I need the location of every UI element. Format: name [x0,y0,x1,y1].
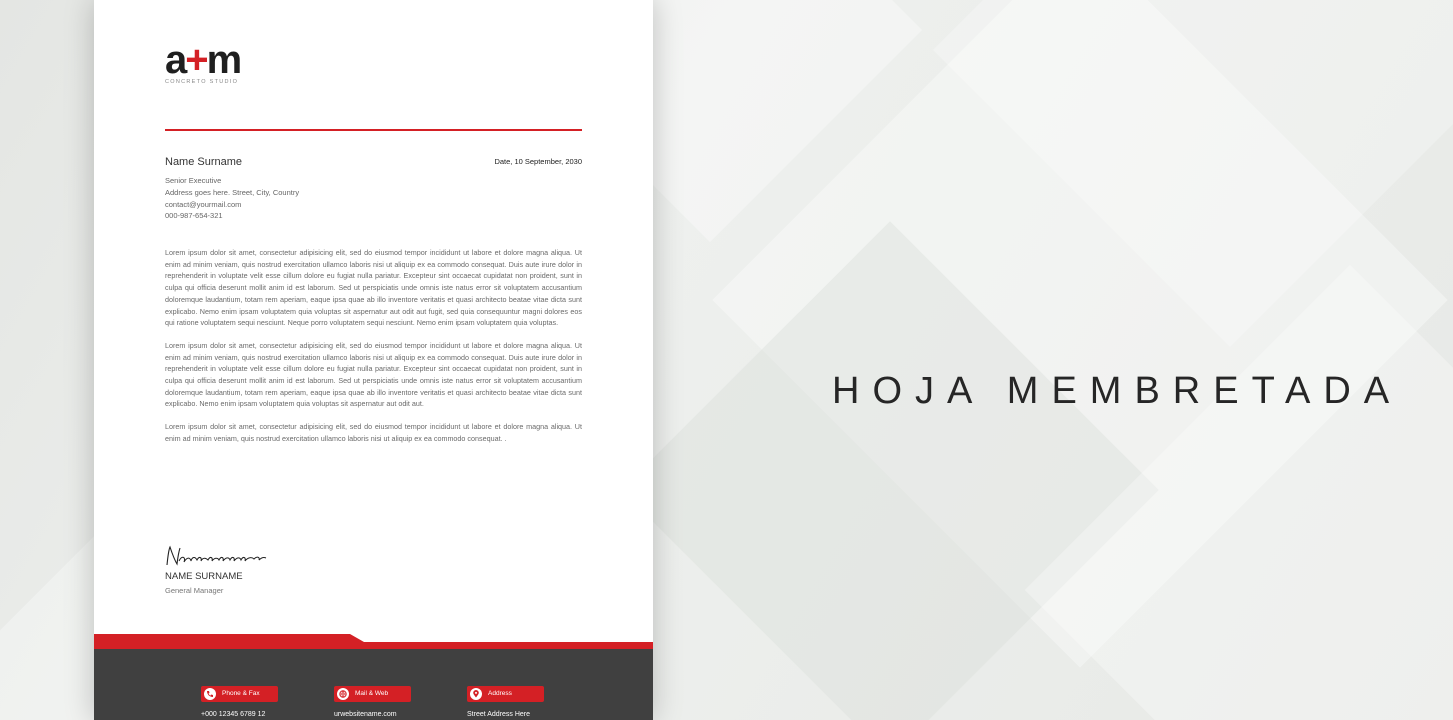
header-divider [165,129,582,131]
body-paragraph: Lorem ipsum dolor sit amet, consectetur adipisicing elit, sed do eiusmod tempor incididunt ut labore et dolore magna aliqua. Ut enim ad minim veniam, quis nostrud exercitation ullamco laboris nisi ut aliquip ex ea commodo consequat. Duis aute irure dolor in reprehenderit in voluptate velit esse cillum dolore eu fugiat nulla pariatur. Excepteur sint occaecat cupidatat non proident, sunt in culpa qui officia deserunt mollit anim id est laborum. Sed ut perspiciatis unde omnis iste natus error sit voluptatem accusantium doloremque laudantium, totam rem aperiam, eaque ipsa quae ab illo inventore veritatis et quasi architecto beatae vitae dicta sunt explicabo. Nemo enim ipsam voluptatem quia voluptas sit aspernatur aut odit aut fugit, sed quia consequuntur magni dolores eos qui ratione voluptatem sequi nesciunt. Neque porro voluptatem sequi nesciunt. Nemo enim ipsam voluptatem quia voluptas. [165,248,582,328]
contact-address [467,686,587,718]
hero-title: HOJA MEMBRETADA [832,370,1403,412]
phone-icon [204,688,216,700]
contact-phone [201,686,321,718]
letter-date: Date, 10 September, 2030 [494,157,582,166]
location-pin-icon [470,688,482,700]
globe-icon [337,688,349,700]
contact-phone-label-pill [201,686,278,702]
handwritten-signature [164,543,284,569]
sender-phone: 000-987-654-321 [165,211,223,221]
signatory-name: NAME SURNAME [165,571,243,582]
company-logo [165,40,255,88]
contact-phone-label: Phone & Fax [222,690,260,697]
contact-web-label: Mail & Web [355,690,389,697]
sender-title: Senior Executive [165,176,222,185]
contact-address-value: Street Address Here [467,711,531,718]
contact-web [334,686,454,718]
contact-web-value: urwebsitename.com [334,711,397,718]
logo-subtitle: CONCRETO STUDIO [165,79,239,85]
body-paragraph: Lorem ipsum dolor sit amet, consectetur adipisicing elit, sed do eiusmod tempor incididunt ut labore et dolore magna aliqua. Ut enim ad minim veniam, quis nostrud exercitation ullamco laboris nisi ut aliquip ex ea commodo consequat. . [165,422,582,443]
letterhead-page [94,0,653,720]
contact-phone-value: +000 12345 6789 12 [201,711,266,718]
contact-web-label-pill [334,686,411,702]
logo-mark: a+m [165,38,241,82]
sender-details [165,175,299,222]
sender-email: contact@yourmail.com [165,199,242,209]
contact-address-label-pill [467,686,544,702]
sender-name: Name Surname [165,156,243,168]
signatory-role: General Manager [165,586,224,595]
sender-address: Address goes here. Street, City, Country [165,187,300,197]
body-paragraph: Lorem ipsum dolor sit amet, consectetur adipisicing elit, sed do eiusmod tempor incididunt ut labore et dolore magna aliqua. Ut enim ad minim veniam, quis nostrud exercitation ullamco laboris nisi ut aliquip ex ea commodo consequat. Duis aute irure dolor in reprehenderit in voluptate velit esse cillum dolore eu fugiat nulla pariatur. Excepteur sint occaecat cupidatat non proident, sunt in culpa qui officia deserunt mollit anim id est laborum. Sed ut perspiciatis unde omnis iste natus error sit voluptatem accusantium doloremque laudantium, totam rem aperiam, eaque ipsa quae ab illo inventore veritatis et quasi architecto beatae vitae dicta sunt explicabo. Nemo enim ipsam voluptatem quia voluptas sit aspernatur aut odit aut. [165,340,582,409]
contact-address-label: Address [488,690,512,697]
letter-body [165,247,582,456]
